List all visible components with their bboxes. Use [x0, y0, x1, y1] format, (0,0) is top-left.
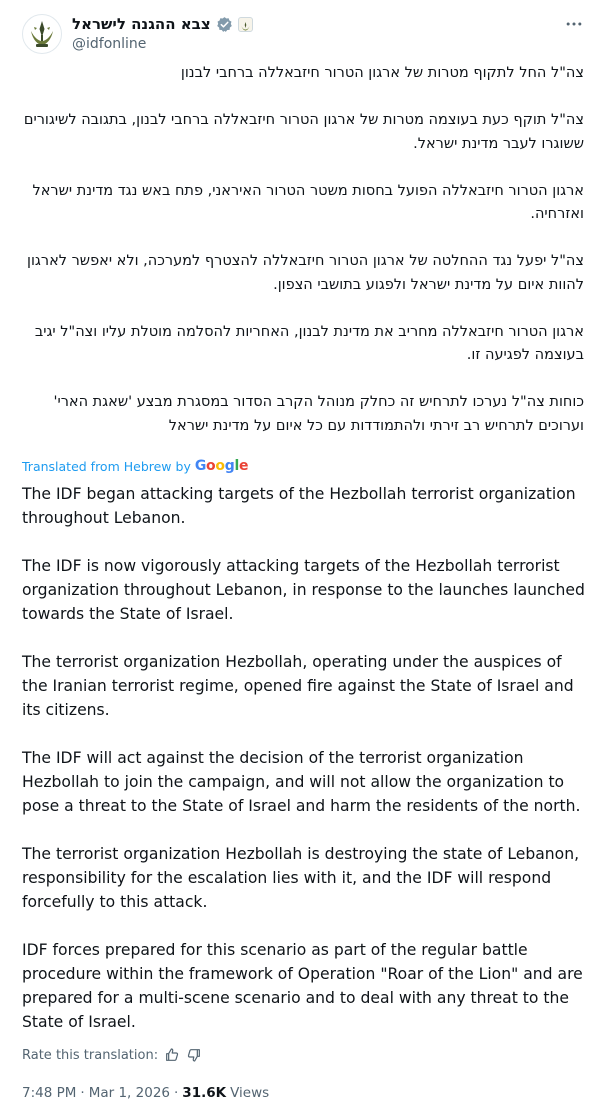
tweet-meta: [22, 1085, 269, 1101]
meta-separator: ·: [174, 1085, 179, 1101]
hebrew-paragraph: צה"ל יפעל נגד ההחלטה של ארגון הטרור חיזבאללה להצטרף למערכה, ולא יאפשר לארגון להוות איום על מדינת ישראל ולפגוע בתושבי הצפון.: [27, 253, 584, 293]
english-paragraph: IDF forces prepared for this scenario as part of the regular battle procedure within the framework of Operation "Roar of the Lion" and are prepared for a multi-scene scenario and to deal with any threat to the State of Israel.: [22, 941, 583, 1031]
english-translation: [22, 482, 590, 1058]
views-label: Views: [230, 1085, 270, 1101]
english-paragraph: The IDF is now vigorously attacking targets of the Hezbollah terrorist organization throughout Lebanon, in response to the launches launched towards the State of Israel.: [22, 557, 585, 623]
translation-attribution[interactable]: [22, 458, 248, 474]
idf-affiliate-badge-icon[interactable]: [238, 17, 253, 32]
rate-label: Rate this translation:: [22, 1047, 159, 1063]
english-paragraph: The terrorist organization Hezbollah, operating under the auspices of the Iranian terrorist regime, opened fire against the State of Israel and its citizens.: [22, 653, 574, 719]
tweet-time[interactable]: 7:48 PM: [22, 1085, 77, 1101]
thumbs-up-icon[interactable]: [164, 1047, 180, 1063]
name-row[interactable]: [72, 14, 253, 34]
hebrew-text: [22, 62, 584, 462]
verified-badge-icon: [216, 16, 233, 33]
meta-separator: ·: [80, 1085, 85, 1101]
hebrew-paragraph: כוחות צה"ל נערכו לתרחיש זה כחלק מנוהל הקרב הסדור במסגרת מבצע 'שאגת הארי' וערוכים לתרחיש רב זירתי ולהתמודדות עם כל איום על מדינת ישראל: [53, 394, 584, 434]
tweet-header: [0, 10, 604, 56]
emblem-mini-icon: [239, 20, 252, 33]
tweet-date[interactable]: Mar 1, 2026: [88, 1085, 170, 1101]
idf-emblem-icon: [23, 15, 61, 53]
views-count[interactable]: 31.6K: [182, 1085, 227, 1101]
thumbs-down-icon[interactable]: [186, 1047, 202, 1063]
english-paragraph: The IDF will act against the decision of the terrorist organization Hezbollah to join the campaign, and will not allow the organization to pose a threat to the State of Israel and harm the residents of the north.: [22, 749, 581, 815]
avatar[interactable]: [22, 14, 62, 54]
rate-translation: [22, 1047, 202, 1063]
hebrew-paragraph: צה"ל תוקף כעת בעוצמה מטרות של ארגון הטרור חיזבאללה ברחבי לבנון, בתגובה לשיגורים ששוגרו לעבר מדינת ישראל.: [23, 112, 584, 152]
google-logo: Google: [194, 458, 249, 474]
display-name[interactable]: צבא ההגנה לישראל: [72, 15, 211, 33]
user-handle[interactable]: @idfonline: [72, 36, 147, 52]
hebrew-paragraph: ארגון הטרור חיזבאללה מחריב את מדינת לבנון, האחריות להסלמה מוטלת עליו וצה"ל יגיב בעוצמה לפגיעה זו.: [34, 323, 584, 363]
translated-label[interactable]: Translated from Hebrew by: [22, 458, 191, 474]
more-horizontal-icon[interactable]: [564, 14, 584, 34]
hebrew-paragraph: צה"ל החל לתקוף מטרות של ארגון הטרור חיזבאללה ברחבי לבנון: [180, 65, 584, 81]
hebrew-paragraph: ארגון הטרור חיזבאללה הפועל בחסות משטר הטרור האיראני, פתח באש נגד מדינת ישראל ואזרחיה.: [32, 182, 584, 222]
english-paragraph: The terrorist organization Hezbollah is destroying the state of Lebanon, responsibility for the escalation lies with it, and the IDF will respond forcefully to this attack.: [22, 845, 580, 911]
english-paragraph: The IDF began attacking targets of the Hezbollah terrorist organization throughout Lebanon.: [22, 485, 576, 527]
